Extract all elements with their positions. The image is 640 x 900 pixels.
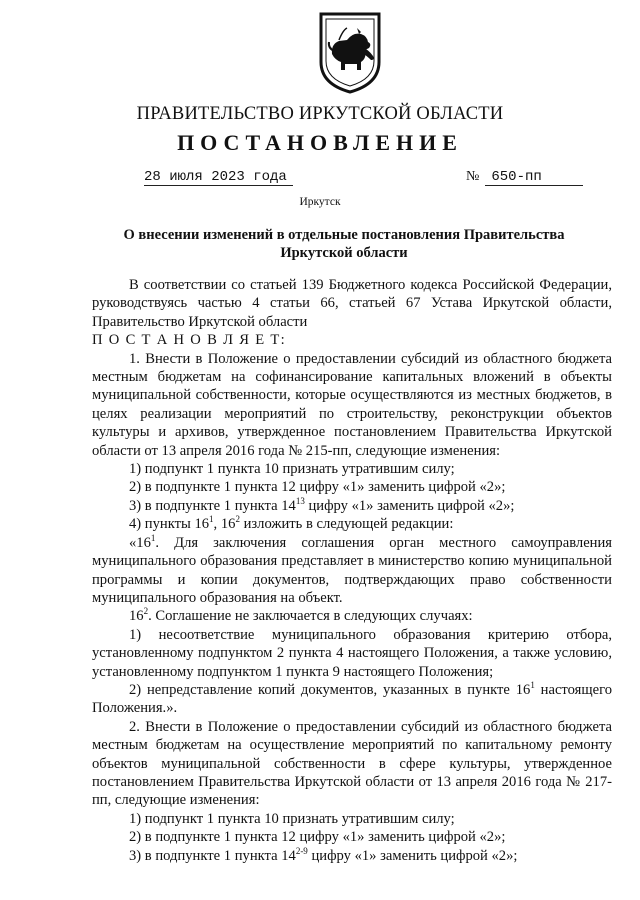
paragraph-16-2: $16^2$. Соглашение не заключается в следующих случаях:: [129, 606, 473, 625]
paragraph-1-2: 2) в подпункте 1 пункта 12 цифру «1» заменить цифрой «2»;: [129, 479, 506, 496]
paragraph-resolves: П О С Т А Н О В Л Я Е Т:: [92, 332, 286, 349]
number-value: 650-пп: [485, 169, 583, 186]
decree-title: О внесении изменений в отдельные постановления Правительства Иркутской области: [123, 227, 565, 261]
government-name: ПРАВИТЕЛЬСТВО ИРКУТСКОЙ ОБЛАСТИ: [136, 104, 504, 124]
decree-number: [466, 169, 583, 186]
decree-body: [92, 276, 612, 865]
document-type: ПОСТАНОВЛЕНИЕ: [177, 130, 463, 155]
paragraph-1-3: 3) в подпункте 1 пункта $14^{13}$ цифру «1» заменить цифрой «2»;: [129, 496, 515, 514]
paragraph-16-2-1: 1) несоответствие муниципального образования критерию отбора, установленному подпунктом 2 пункта 4 настоящего Положения, а также условию, установленному подпунктом 1 пункта 9 настоящего Положения;: [92, 626, 612, 680]
paragraph-1-1: 1) подпункт 1 пункта 10 признать утратившим силу;: [129, 461, 455, 478]
number-sign: №: [466, 169, 480, 184]
paragraph-2-3: 3) в подпункте 1 пункта 14$^{2-9}$ цифру «1» заменить цифрой «2»;: [129, 845, 518, 864]
paragraph-16-1: «$16^1$. Для заключения соглашения орган местного самоуправления муниципального образования представляет в министерство копию муниципальной программы и копии документов, подтверждающих право собственности муниципального образования на объект.: [92, 532, 612, 606]
paragraph-item-2: 2. Внести в Положение о предоставлении субсидий из областного бюджета местным бюджетам на осуществление мероприятий по капитальному ремонту объектов муниципальной собственности в сфере культуры, утвержденное постановлением Правительства Иркутской области от 13 апреля 2016 года № 217-пп, следующие изменения:: [92, 718, 612, 809]
paragraph-preamble: В соответствии со статьей 139 Бюджетного кодекса Российской Федерации, руководствуясь частью 4 статьи 66, статьей 67 Устава Иркутской области, Правительство Иркутской области: [92, 277, 612, 330]
decree-date: 28 июля 2023 года: [144, 169, 293, 186]
city-name: Иркутск: [299, 196, 341, 208]
paragraph-item-1: 1. Внести в Положение о предоставлении субсидий из областного бюджета местным бюджетам на софинансирование капитальных вложений в объекты муниципальной собственности, которые осуществляются из местных бюджетов, в целях реализации мероприятий по строительству, реконструкции объектов культуры и архивов, утвержденное постановлением Правительства Иркутской области от 13 апреля 2016 года № 215-пп, следующие изменения:: [92, 350, 612, 459]
paragraph-2-1: 1) подпункт 1 пункта 10 признать утратившим силу;: [129, 810, 455, 827]
coat-of-arms-emblem: [317, 10, 383, 94]
paragraph-16-2-2: 2) непредставление копий документов, указанных в пункте $16^1$ настоящего Положения.».: [92, 680, 612, 717]
paragraph-1-4: 4) пункты $16^1$, $16^2$ изложить в следующей редакции:: [129, 514, 454, 533]
paragraph-2-2: 2) в подпункте 1 пункта 12 цифру «1» заменить цифрой «2»;: [129, 829, 506, 846]
